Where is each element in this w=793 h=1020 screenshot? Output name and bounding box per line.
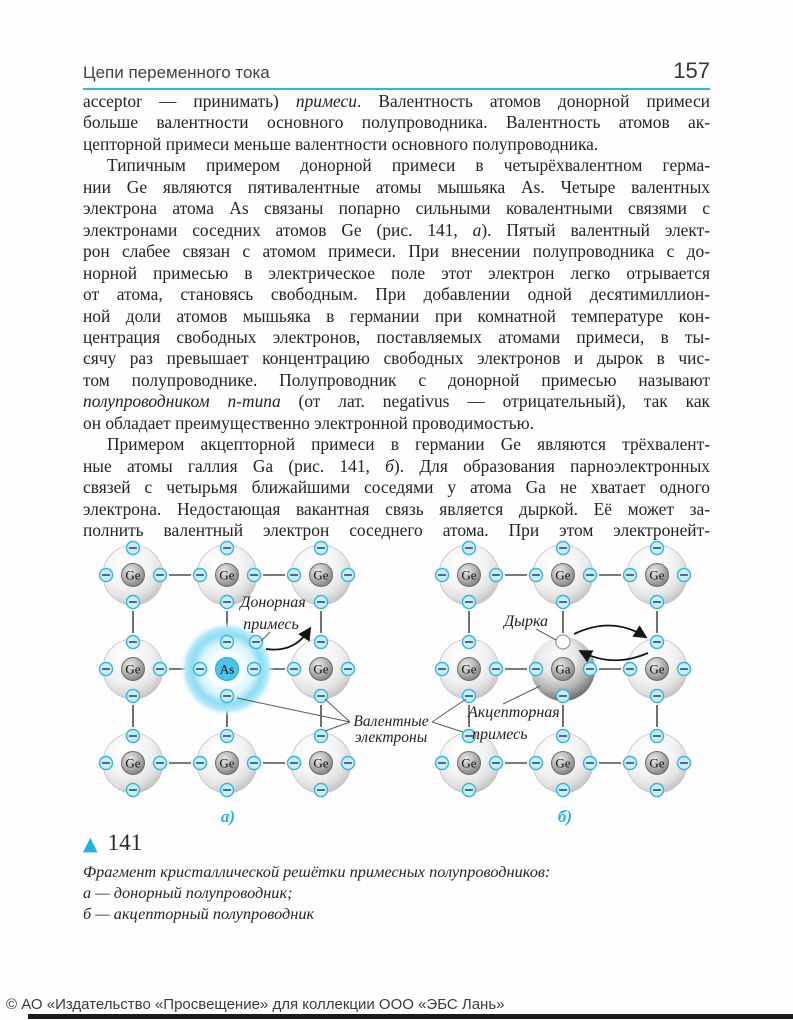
text-segment: ). Для образования парноэлектронных	[393, 455, 710, 476]
text-segment: том полупроводнике. Полупроводник с донорной примесью называют	[83, 369, 710, 390]
text-line	[83, 134, 710, 155]
atom-symbol: Ge	[555, 567, 571, 583]
atom-symbol: Ge	[219, 567, 235, 583]
label-donor-impurity: Донорная	[240, 594, 306, 611]
electron-icon	[342, 757, 355, 770]
atom-host	[530, 542, 597, 609]
text-segment: цепторной примеси меньше валентности основного полупроводника.	[83, 133, 599, 154]
electron-icon	[221, 542, 234, 555]
electron-icon	[678, 569, 691, 582]
label-pointer-line	[432, 722, 463, 732]
electron-icon	[194, 757, 207, 770]
electron-icon	[584, 663, 597, 676]
text-segment: нии Ge являются пятивалентные атомы мышьяка As. Четыре валентных	[83, 176, 710, 197]
atom-symbol: Ge	[313, 755, 329, 771]
electron-icon	[624, 757, 637, 770]
electron-icon	[248, 757, 261, 770]
electron-icon	[342, 569, 355, 582]
electron-icon	[315, 690, 328, 703]
electron-icon	[678, 757, 691, 770]
text-line	[83, 499, 710, 520]
electron-icon	[221, 690, 234, 703]
electron-icon	[490, 569, 503, 582]
electron-icon	[651, 596, 664, 609]
electron-icon	[490, 663, 503, 676]
electron-icon	[154, 663, 167, 676]
electron-icon	[557, 690, 570, 703]
electron-icon	[221, 730, 234, 743]
atom-host	[288, 636, 355, 703]
electron-icon	[463, 784, 476, 797]
electron-icon	[651, 784, 664, 797]
electron-icon	[530, 569, 543, 582]
electron-icon	[530, 663, 543, 676]
text-line	[83, 477, 710, 498]
atom-host	[624, 542, 691, 609]
caption-item-a: а — донорный полупроводник;	[83, 883, 293, 902]
electron-icon	[315, 542, 328, 555]
electron-icon	[288, 569, 301, 582]
label-pointer-line	[536, 629, 556, 640]
electron-icon	[221, 636, 234, 649]
atom-host	[100, 636, 167, 703]
copyright-line: © АО «Издательство «Просвещение» для коллекции ООО «ЭБС Лань»	[6, 996, 505, 1013]
atom-host	[624, 636, 691, 703]
text-segment: полупроводником n-типа	[83, 391, 281, 412]
atom-host	[100, 542, 167, 609]
electron-icon	[127, 730, 140, 743]
electron-icon	[288, 663, 301, 676]
electron-icon	[651, 730, 664, 743]
atom-host	[530, 730, 597, 797]
electron-icon	[154, 757, 167, 770]
atom-donor	[180, 622, 274, 716]
electron-icon	[436, 757, 449, 770]
atom-host	[100, 730, 167, 797]
electron-icon	[436, 663, 449, 676]
paragraph	[83, 91, 710, 155]
electron-icon	[315, 730, 328, 743]
text-segment: Типичным примером донорной примеси в четырёхвалентном герма-	[107, 155, 710, 176]
label-valence-electrons: электроны	[354, 729, 428, 746]
text-segment: центрация свободных электронов, поставляемых атомами примеси, в ты-	[83, 326, 710, 347]
atom-host	[436, 636, 503, 703]
text-line	[83, 456, 710, 477]
text-line	[83, 155, 710, 176]
page-number: 157	[673, 58, 710, 83]
electron-icon	[288, 757, 301, 770]
electron-icon	[342, 663, 355, 676]
electron-icon	[624, 569, 637, 582]
electron-icon	[530, 757, 543, 770]
electron-icon	[127, 636, 140, 649]
electron-icon	[584, 757, 597, 770]
text-line	[83, 370, 710, 391]
text-line	[83, 177, 710, 198]
electron-icon	[100, 757, 113, 770]
text-line	[83, 413, 710, 434]
atom-symbol: Ge	[125, 661, 141, 677]
electron-icon	[557, 542, 570, 555]
atom-symbol: Ge	[649, 755, 665, 771]
electron-icon	[557, 596, 570, 609]
text-line	[83, 241, 710, 262]
atom-symbol: Ge	[461, 755, 477, 771]
atom-symbol: Ge	[219, 755, 235, 771]
electron-icon	[315, 636, 328, 649]
text-segment: электрона. Недостающая вакантная связь является дыркой. Её может за-	[83, 498, 710, 519]
atom-host	[624, 730, 691, 797]
electron-icon	[221, 784, 234, 797]
text-line	[83, 198, 710, 219]
text-segment: сячу раз превышает концентрацию свободных электронов и дырок в чис-	[83, 348, 710, 369]
electron-icon	[463, 636, 476, 649]
text-segment: больше валентности основного полупроводника. Валентность атомов ак-	[83, 112, 710, 133]
text-segment: а	[472, 219, 482, 240]
electron-icon	[678, 663, 691, 676]
electron-icon	[490, 757, 503, 770]
atom-symbol: Ge	[313, 567, 329, 583]
electron-icon	[194, 569, 207, 582]
text-line	[83, 91, 710, 112]
electron-icon	[154, 569, 167, 582]
text-segment: б	[385, 455, 394, 476]
caption-item-b: б — акцепторный полупроводник	[83, 904, 315, 923]
text-line	[83, 434, 710, 455]
text-line	[83, 348, 710, 369]
label-pointer-line	[503, 686, 540, 704]
text-segment: ные атомы галлия Ga (рис. 141,	[83, 455, 386, 476]
text-segment: (от лат. negativus — отрицательный), так как	[280, 391, 710, 412]
body-text	[83, 91, 710, 542]
atom-host	[194, 730, 261, 797]
electron-icon	[463, 542, 476, 555]
electron-icon	[248, 569, 261, 582]
atom-symbol: Ge	[125, 755, 141, 771]
text-segment: связей с четырьмя ближайшими соседями у атома Ga не хватает одного	[83, 477, 710, 498]
electron-icon	[651, 542, 664, 555]
panel-b-label: б)	[557, 807, 573, 826]
electron-icon	[127, 690, 140, 703]
caption-title: Фрагмент кристаллической решётки примесных полупроводников:	[83, 862, 551, 881]
text-line	[83, 327, 710, 348]
figure-number: 141	[107, 830, 143, 855]
text-line	[83, 220, 710, 241]
hole-icon	[556, 635, 570, 649]
electron-icon	[127, 542, 140, 555]
paragraph	[83, 434, 710, 541]
electron-icon	[651, 636, 664, 649]
text-segment: от атома, становясь свободным. При добавлении одной десятимиллион-	[83, 284, 710, 305]
atom-symbol: Ge	[461, 567, 477, 583]
text-segment: рон слабее связан с атомом примеси. При внесении полупроводника с до-	[83, 241, 710, 262]
electron-icon	[557, 784, 570, 797]
electron-icon	[127, 596, 140, 609]
label-acceptor-impurity: Акцепторная	[468, 704, 560, 721]
text-line	[83, 112, 710, 133]
label-pointer-line	[261, 632, 270, 641]
chapter-title: Цепи переменного тока	[83, 63, 270, 82]
figure-caption-head	[83, 830, 550, 856]
text-segment: норной примесью в электрическое поле этот электрон легко отрывается	[83, 262, 710, 283]
electron-icon	[463, 596, 476, 609]
figure-marker-icon: ▲	[83, 833, 98, 855]
label-pointer-line	[325, 722, 350, 731]
atom-acceptor	[530, 635, 597, 703]
text-segment: электрона атома As связаны попарно сильными ковалентными связями с	[83, 198, 710, 219]
atom-symbol: Ge	[555, 755, 571, 771]
text-segment: электронами соседних атомов Ge (рис. 141,	[83, 219, 473, 240]
text-line	[83, 306, 710, 327]
header-rule	[83, 88, 710, 90]
electron-icon	[100, 663, 113, 676]
text-segment: он обладает преимущественно электронной проводимостью.	[83, 412, 534, 433]
text-segment: . Валентность атомов донорной примеси	[356, 91, 710, 111]
electron-icon	[315, 784, 328, 797]
text-segment: Примером акцепторной примеси в германии Ge являются трёхвалент-	[107, 434, 710, 455]
panel-a-label: а)	[220, 807, 236, 826]
label-pointer-line	[432, 699, 466, 722]
electron-icon	[436, 569, 449, 582]
atom-symbol: Ge	[461, 661, 477, 677]
text-segment: ной доли атомов мышьяка в германии при комнатной температуре кон-	[83, 305, 710, 326]
electron-icon	[250, 636, 263, 649]
atom-host	[288, 730, 355, 797]
scan-edge-bar	[28, 1014, 793, 1019]
hole-move-arrow	[574, 625, 644, 636]
text-segment: полнить валентный электрон соседнего атома. При этом электронейт-	[83, 520, 710, 541]
atom-symbol: As	[219, 661, 235, 677]
atom-host	[436, 542, 503, 609]
text-segment: примеси	[295, 91, 357, 111]
electron-icon	[127, 784, 140, 797]
figure-141-diagram	[0, 528, 793, 838]
electron-icon	[557, 730, 570, 743]
atom-symbol: Ge	[649, 661, 665, 677]
text-line	[83, 284, 710, 305]
atom-symbol: Ge	[649, 567, 665, 583]
electron-icon	[221, 596, 234, 609]
electron-icon	[584, 569, 597, 582]
electron-icon	[651, 690, 664, 703]
electron-icon	[194, 663, 207, 676]
text-line	[83, 263, 710, 284]
label-valence-electrons: Валентные	[353, 713, 429, 730]
text-segment: ). Пятый валентный элект-	[481, 219, 710, 240]
label-acceptor-impurity: примесь	[472, 726, 528, 743]
label-hole: Дырка	[503, 613, 549, 630]
text-line	[83, 391, 710, 412]
label-pointer-line	[325, 699, 350, 722]
label-donor-impurity: примесь	[243, 616, 299, 633]
atom-symbol: Ga	[555, 661, 571, 677]
text-segment: acceptor — принимать)	[83, 91, 296, 111]
figure-caption	[83, 830, 550, 924]
atom-symbol: Ge	[125, 567, 141, 583]
atom-symbol: Ge	[313, 661, 329, 677]
electron-icon	[624, 663, 637, 676]
electron-icon	[100, 569, 113, 582]
electron-icon	[248, 663, 261, 676]
electron-icon	[315, 596, 328, 609]
label-pointer-line	[237, 698, 350, 722]
paragraph	[83, 155, 710, 434]
